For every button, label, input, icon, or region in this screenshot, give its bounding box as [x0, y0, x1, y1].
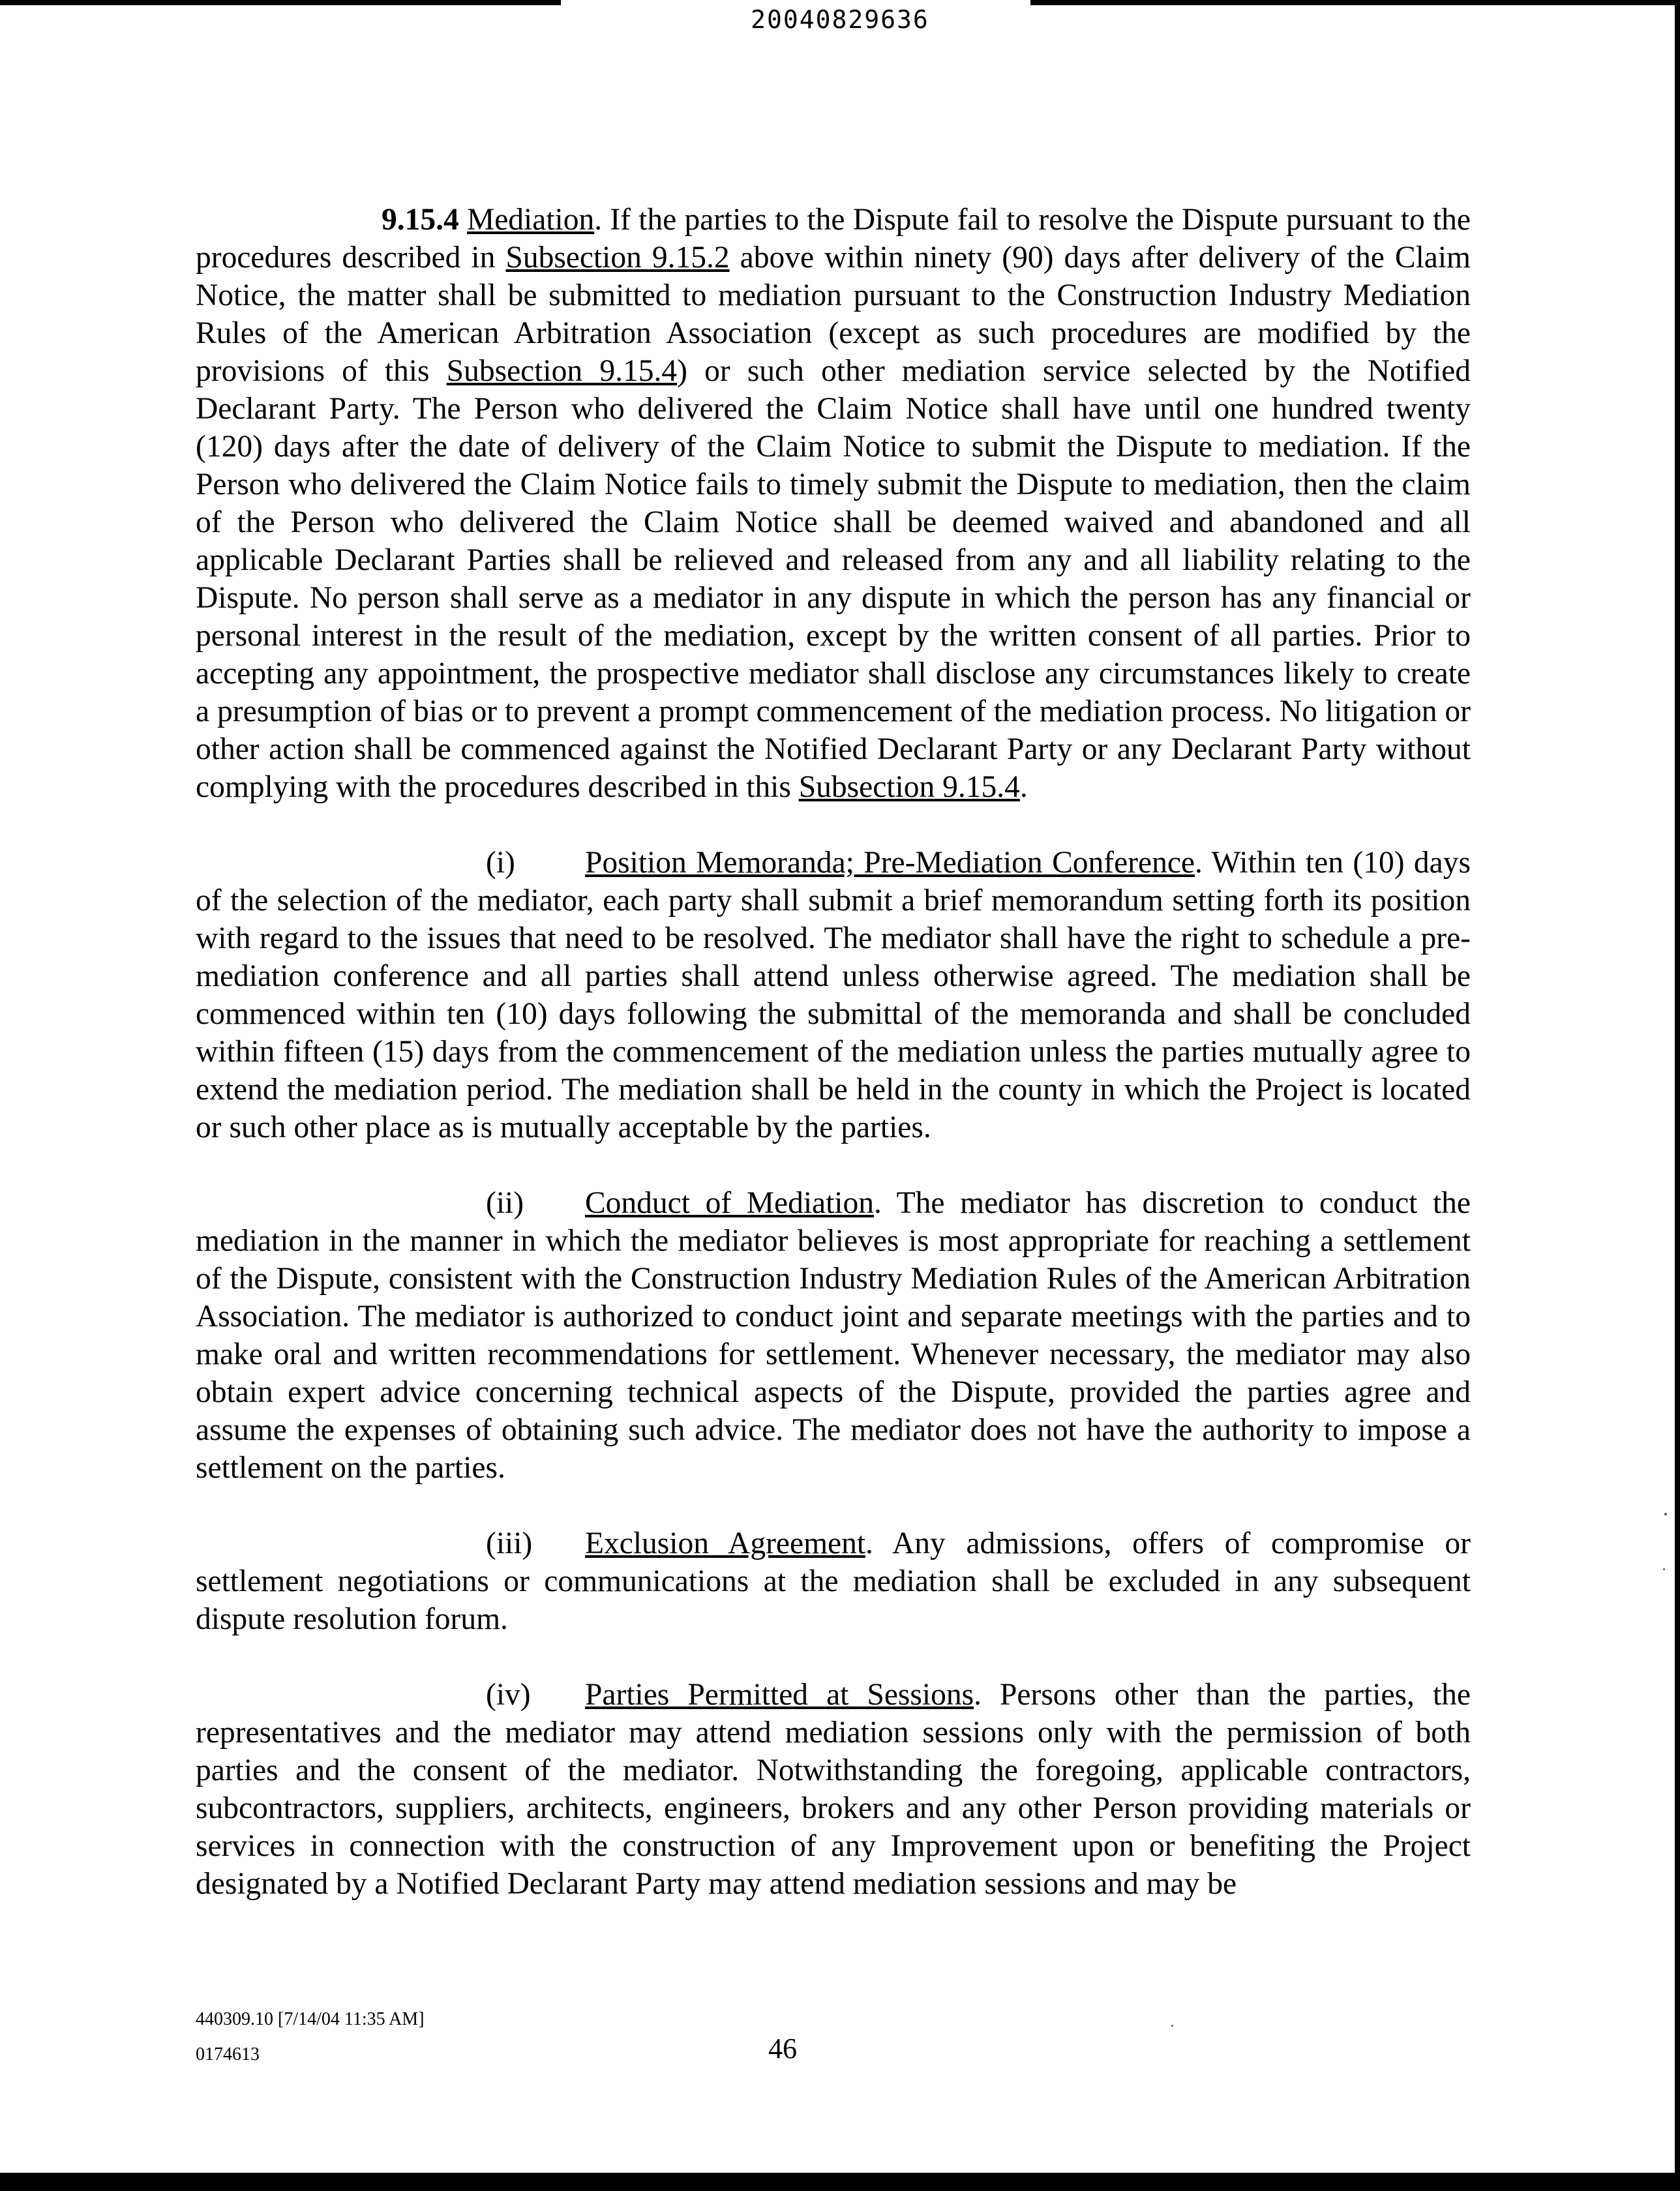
subsection-number: (i): [486, 846, 515, 880]
subsection-number: (iii): [486, 1527, 533, 1560]
subsection-number: (iv): [486, 1678, 531, 1712]
section-text-2: above within ninety (90) days after delivery of the Claim Notice, the matter shall be submitted to mediation pursuant to the Construction Industry Mediation Rules of the American Arbitration Association (except as such procedures are modified by the provisions of this: [196, 241, 1471, 388]
footer-identifier: [196, 2002, 425, 2072]
subsection-title: Parties Permitted at Sessions: [585, 1678, 974, 1712]
subsection-title: Conduct of Mediation: [585, 1186, 875, 1220]
subsection-ii-paragraph: [196, 1184, 1471, 1487]
subsection-number: (ii): [486, 1186, 524, 1220]
subsection-iv-paragraph: [196, 1676, 1471, 1903]
section-title: Mediation: [466, 203, 595, 237]
footer-doc-id: 440309.10 [7/14/04 11:35 AM]: [196, 2009, 425, 2029]
section-text-1: . If the parties to the Dispute fail to resolve the Dispute pursuant to the procedures described in: [196, 203, 1471, 275]
subsection-text: . Any admissions, offers of compromise or settlement negotiations or communications at the mediation shall be excluded in any subsequent dispute resolution forum.: [196, 1527, 1471, 1636]
section-9-15-4-paragraph: [196, 201, 1471, 806]
scan-border-bottom: [0, 2173, 1680, 2191]
section-text-4: .: [1019, 770, 1028, 804]
subsection-text: . Persons other than the parties, the representatives and the mediator may attend mediation sessions only with the permission of both parties and the consent of the mediator. Notwithstanding the foregoing, applicable contractors, subcontractors, suppliers, architects, engineers, brokers and any other Person providing materials or services in connection with the construction of any Improvement upon or benefiting the Project designated by a Notified Declarant Party may attend mediation sessions and may be: [196, 1678, 1471, 1901]
subsection-title: Exclusion Agreement: [585, 1527, 866, 1560]
scan-speck: [1664, 1513, 1667, 1515]
subsection-title: Position Memoranda; Pre-Mediation Conference: [585, 846, 1195, 880]
section-number: 9.15.4: [382, 203, 459, 237]
subsection-reference: Subsection 9.15.2: [505, 241, 730, 275]
page-number: 46: [768, 2033, 797, 2064]
subsection-text: . Within ten (10) days of the selection of the mediator, each party shall submit a brief memorandum setting forth its position with regard to the issues that need to be resolved. The mediator shall have the right to schedule a pre-mediation conference and all parties shall attend unless otherwise agreed. The mediation shall be commenced within ten (10) days following the submittal of the memoranda and shall be concluded within fifteen (15) days from the commencement of the mediation unless the parties mutually agree to extend the mediation period. The mediation shall be held in the county in which the Project is located or such other place as is mutually acceptable by the parties.: [196, 846, 1471, 1144]
section-text-3: ) or such other mediation service selected by the Notified Declarant Party. The Person who delivered the Claim Notice shall have until one hundred twenty (120) days after the date of delivery of the Claim Notice to submit the Dispute to mediation. If the Person who delivered the Claim Notice fails to timely submit the Dispute to mediation, then the claim of the Person who delivered the Claim Notice shall be deemed waived and abandoned and all applicable Declarant Parties shall be relieved and released from any and all liability relating to the Dispute. No person shall serve as a mediator in any dispute in which the person has any financial or personal interest in the result of the mediation, except by the written consent of all parties. Prior to accepting any appointment, the prospective mediator shall disclose any circumstances likely to create a presumption of bias or to prevent a prompt commencement of the mediation process. No litigation or other action shall be commenced against the Notified Declarant Party or any Declarant Party without complying with the procedures described in this: [196, 354, 1471, 804]
footer-doc-code: 0174613: [196, 2044, 260, 2064]
scan-border-right: [1675, 0, 1680, 2191]
subsection-i-paragraph: [196, 844, 1471, 1146]
subsection-reference: Subsection 9.15.4: [446, 354, 678, 388]
scan-border-top: [0, 0, 1680, 5]
document-body: [196, 201, 1471, 1941]
subsection-text: . The mediator has discretion to conduct the mediation in the manner in which the mediator believes is most appropriate for reaching a settlement of the Dispute, consistent with the Construction Industry Mediation Rules of the American Arbitration Association. The mediator is authorized to conduct joint and separate meetings with the parties and to make oral and written recommendations for settlement. Whenever necessary, the mediator may also obtain expert advice concerning technical aspects of the Dispute, provided the parties agree and assume the expenses of obtaining such advice. The mediator does not have the authority to impose a settlement on the parties.: [196, 1186, 1471, 1485]
scan-speck: [1171, 2025, 1173, 2027]
document-number: 20040829636: [751, 5, 929, 34]
subsection-iii-paragraph: [196, 1525, 1471, 1638]
scan-speck: [1663, 1568, 1665, 1570]
subsection-reference: Subsection 9.15.4: [798, 770, 1020, 804]
